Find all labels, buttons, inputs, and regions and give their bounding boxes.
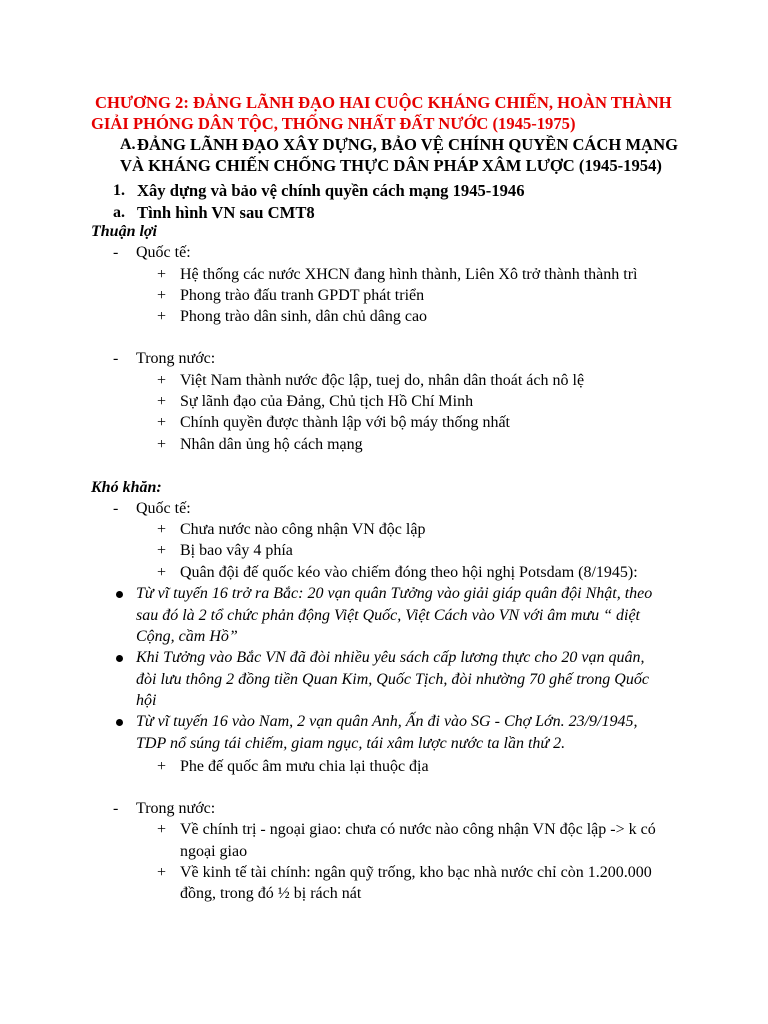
plus-marker: + xyxy=(157,821,167,838)
bullet-dot xyxy=(116,591,123,598)
difficulties-heading: Khó khăn: xyxy=(91,479,162,496)
difficulties-international-item: Bị bao vây 4 phía xyxy=(180,542,293,559)
difficulties-international-item: Quân đội đế quốc kéo vào chiếm đóng theo hội nghị Potsdam (8/1945): xyxy=(180,564,638,581)
chapter-title-line-1: CHƯƠNG 2: ĐẢNG LÃNH ĐẠO HAI CUỘC KHÁNG CHIẾN, HOÀN THÀNH xyxy=(95,93,672,112)
advantages-domestic-label: Trong nước: xyxy=(136,350,216,367)
difficulties-domestic-label: Trong nước: xyxy=(136,800,216,817)
dash-marker: - xyxy=(113,244,119,261)
bullet-paragraph-line: Từ vĩ tuyến 16 vào Nam, 2 vạn quân Anh, Ấn đi vào SG - Chợ Lớn. 23/9/1945, xyxy=(136,713,638,730)
advantages-domestic-item: Sự lãnh đạo của Đảng, Chủ tịch Hồ Chí Minh xyxy=(180,393,474,410)
difficulties-international-item: Chưa nước nào công nhận VN độc lập xyxy=(180,521,426,538)
bullet-paragraph-line: Từ vĩ tuyến 16 trở ra Bắc: 20 vạn quân Tưởng vào giải giáp quân đội Nhật, theo xyxy=(136,585,653,602)
advantages-international-label: Quốc tế: xyxy=(136,244,191,261)
bullet-paragraph-line: TDP nổ súng tái chiếm, giam ngục, tái xâm lược nước ta lần thứ 2. xyxy=(136,735,566,752)
plus-marker: + xyxy=(157,414,167,431)
plus-marker: + xyxy=(157,372,167,389)
item-a-marker: a. xyxy=(113,204,125,221)
advantages-international-item: Hệ thống các nước XHCN đang hình thành, Liên Xô trở thành thành trì xyxy=(180,266,638,283)
item-a-heading: Tình hình VN sau CMT8 xyxy=(137,203,315,222)
dash-marker: - xyxy=(113,500,119,517)
difficulties-domestic-item-line: ngoại giao xyxy=(180,843,248,860)
advantages-domestic-item: Nhân dân ủng hộ cách mạng xyxy=(180,436,363,453)
dash-marker: - xyxy=(113,350,119,367)
advantages-heading: Thuận lợi xyxy=(91,223,157,240)
difficulties-domestic-item-line: Về chính trị - ngoại giao: chưa có nước nào công nhận VN độc lập -> k có xyxy=(180,821,656,838)
plus-marker: + xyxy=(157,266,167,283)
dash-marker: - xyxy=(113,800,119,817)
bullet-paragraph-line: đòi lưu thông 2 đồng tiền Quan Kim, Quốc Tịch, đòi nhường 70 ghế trong Quốc xyxy=(136,671,649,688)
advantages-domestic-item: Việt Nam thành nước độc lập, tuej do, nhân dân thoát ách nô lệ xyxy=(180,372,585,389)
plus-marker: + xyxy=(157,308,167,325)
section-a-title-line-2: VÀ KHÁNG CHIẾN CHỐNG THỰC DÂN PHÁP XÂM LƯỢC (1945-1954) xyxy=(120,156,662,175)
bullet-paragraph-line: Khi Tưởng vào Bắc VN đã đòi nhiều yêu sách cấp lương thực cho 20 vạn quân, xyxy=(136,649,645,666)
difficulties-international-label: Quốc tế: xyxy=(136,500,191,517)
plus-marker: + xyxy=(157,287,167,304)
difficulties-international-last-item: Phe đế quốc âm mưu chia lại thuộc địa xyxy=(180,758,429,775)
difficulties-domestic-item-line: Về kinh tế tài chính: ngân quỹ trống, kho bạc nhà nước chỉ còn 1.200.000 xyxy=(180,864,652,881)
item-1-marker: 1. xyxy=(113,182,125,199)
item-1-heading: Xây dựng và bảo vệ chính quyền cách mạng 1945-1946 xyxy=(137,181,525,200)
difficulties-domestic-item-line: đồng, trong đó ½ bị rách nát xyxy=(180,885,362,902)
bullet-paragraph-line: Cộng, cầm Hồ” xyxy=(136,628,238,645)
advantages-domestic-item: Chính quyền được thành lập với bộ máy thống nhất xyxy=(180,414,510,431)
advantages-international-item: Phong trào đấu tranh GPDT phát triển xyxy=(180,287,425,304)
plus-marker: + xyxy=(157,436,167,453)
advantages-international-item: Phong trào dân sinh, dân chủ dâng cao xyxy=(180,308,428,325)
chapter-title-line-2: GIẢI PHÓNG DÂN TỘC, THỐNG NHẤT ĐẤT NƯỚC (1945-1975) xyxy=(91,114,576,133)
section-a-marker: A. xyxy=(120,136,136,153)
plus-marker: + xyxy=(157,521,167,538)
bullet-dot xyxy=(116,719,123,726)
bullet-paragraph-line: hội xyxy=(136,692,157,709)
bullet-paragraph-line: sau đó là 2 tổ chức phản động Việt Quốc, Việt Cách vào VN với âm mưu “ diệt xyxy=(136,607,640,624)
bullet-dot xyxy=(116,655,123,662)
plus-marker: + xyxy=(157,758,167,775)
plus-marker: + xyxy=(157,542,167,559)
plus-marker: + xyxy=(157,864,167,881)
plus-marker: + xyxy=(157,393,167,410)
section-a-title-line-1: ĐẢNG LÃNH ĐẠO XÂY DỰNG, BẢO VỆ CHÍNH QUYỀN CÁCH MẠNG xyxy=(137,135,678,154)
plus-marker: + xyxy=(157,564,167,581)
